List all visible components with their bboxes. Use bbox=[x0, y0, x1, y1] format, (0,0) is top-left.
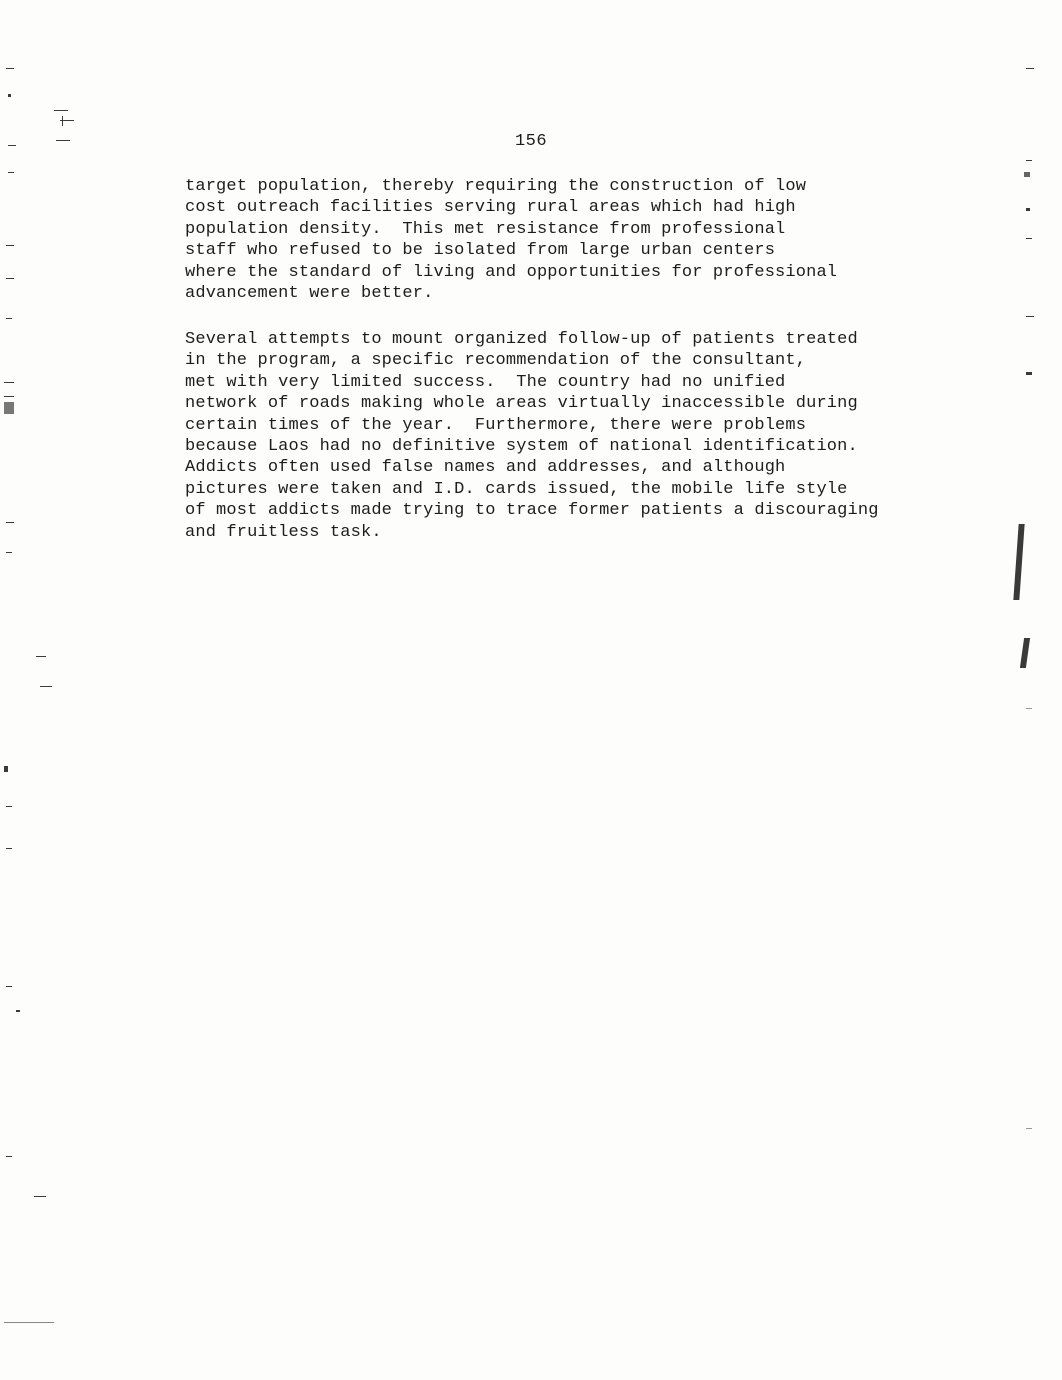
scan-mark bbox=[16, 1010, 20, 1012]
paragraph-line: network of roads making whole areas virtually inaccessible during bbox=[185, 394, 858, 414]
paragraph-line: and fruitless task. bbox=[185, 522, 382, 542]
scan-mark bbox=[1026, 708, 1032, 709]
scan-mark bbox=[8, 94, 11, 97]
scan-mark bbox=[6, 318, 12, 319]
paragraph-2 bbox=[185, 329, 945, 543]
scan-mark bbox=[4, 766, 8, 772]
paragraph-line: met with very limited success. The country had no unified bbox=[185, 372, 786, 392]
paragraph-line: because Laos had no definitive system of national identification. bbox=[185, 436, 858, 456]
scan-mark bbox=[1026, 208, 1030, 211]
paragraph-line: target population, thereby requiring the construction of low bbox=[185, 177, 807, 196]
scan-mark bbox=[4, 1322, 54, 1323]
scan-mark bbox=[54, 110, 68, 111]
scan-mark bbox=[4, 402, 14, 414]
paragraph-line: staff who refused to be isolated from large urban centers bbox=[185, 241, 776, 261]
scan-mark bbox=[1020, 638, 1030, 668]
scan-mark bbox=[6, 848, 12, 849]
scan-mark bbox=[1026, 160, 1032, 161]
scan-mark bbox=[4, 382, 14, 383]
scan-mark bbox=[6, 522, 14, 523]
scan-mark bbox=[62, 116, 63, 126]
scan-mark bbox=[6, 245, 14, 246]
scan-mark bbox=[1026, 372, 1032, 375]
paragraph-line: in the program, a specific recommendation of the consultant, bbox=[185, 351, 807, 371]
scan-mark bbox=[6, 1156, 12, 1157]
scan-mark bbox=[56, 140, 70, 141]
paragraph-line: where the standard of living and opportunities for professional bbox=[185, 262, 838, 282]
scan-mark bbox=[1026, 316, 1034, 317]
scan-mark bbox=[6, 806, 12, 807]
scan-mark bbox=[1026, 1128, 1032, 1129]
paragraph-line: population density. This met resistance from professional bbox=[185, 219, 786, 239]
paragraph-line: of most addicts made trying to trace former patients a discouraging bbox=[185, 501, 879, 521]
scan-mark bbox=[1013, 524, 1024, 600]
scan-mark bbox=[6, 278, 14, 279]
scan-mark bbox=[4, 396, 14, 397]
scan-mark bbox=[6, 986, 12, 987]
scan-mark bbox=[8, 172, 14, 173]
scan-mark bbox=[6, 68, 14, 69]
scan-mark bbox=[8, 145, 16, 146]
scan-mark bbox=[36, 656, 46, 657]
scan-mark bbox=[1024, 172, 1030, 177]
paragraph-line: advancement were better. bbox=[185, 283, 434, 303]
paragraph-line: certain times of the year. Furthermore, there were problems bbox=[185, 415, 807, 435]
paragraph-line: cost outreach facilities serving rural areas which had high bbox=[185, 198, 796, 218]
scan-mark bbox=[6, 552, 12, 553]
paragraph-line: pictures were taken and I.D. cards issued, the mobile life style bbox=[185, 479, 848, 499]
paragraph-line: Several attempts to mount organized follow-up of patients treated bbox=[185, 330, 858, 349]
scan-mark bbox=[1026, 238, 1032, 239]
scan-mark bbox=[34, 1196, 46, 1197]
paragraph-1 bbox=[185, 176, 945, 304]
page-number: 156 bbox=[514, 132, 548, 151]
paragraph-line: Addicts often used false names and addresses, and although bbox=[185, 458, 786, 478]
scan-mark bbox=[1026, 68, 1034, 69]
scan-mark bbox=[40, 686, 52, 687]
